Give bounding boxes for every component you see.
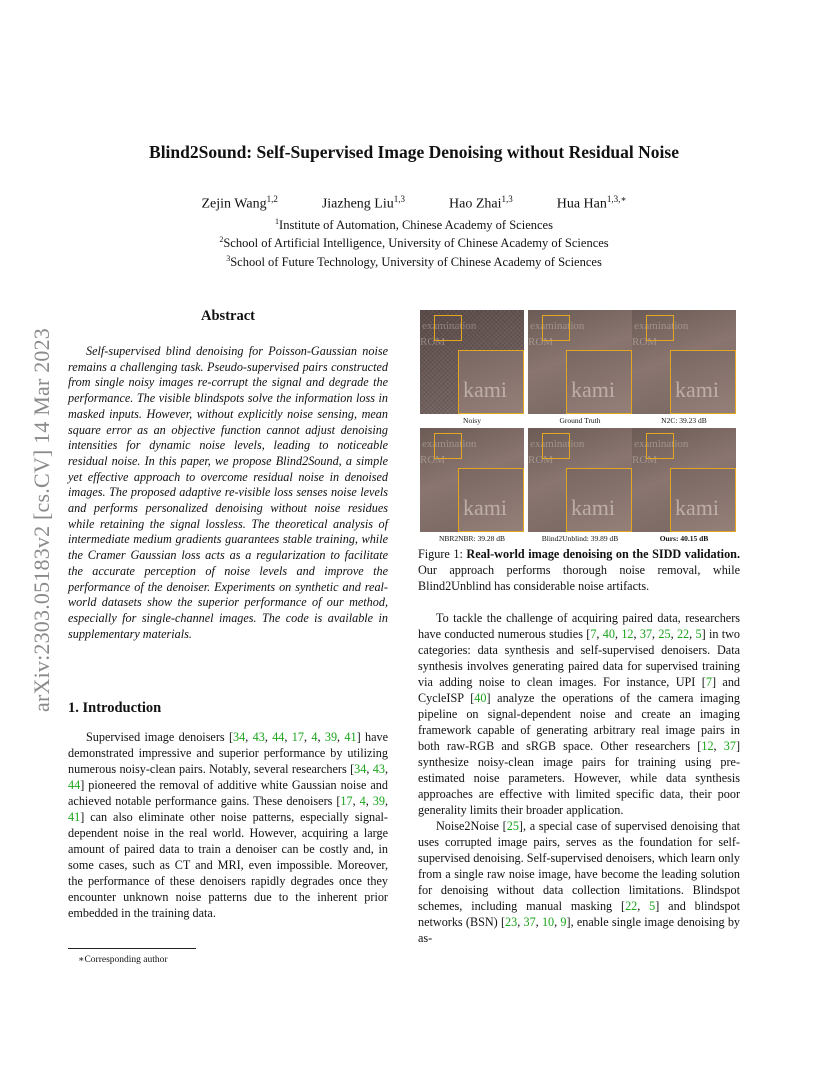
text-run: , xyxy=(384,794,389,808)
panel-label: Blind2Unblind: 39.89 dB xyxy=(541,534,619,543)
text-run: ], a special case of supervised denoising that uses corrupted image pairs, serves as the foundation for self-supervised denoising. Self-supervised denoisers, which learn only from a single raw noise image, have become the leading solution for denoising without data collection limitations. Blindspot schemes, including manual masking [ xyxy=(418,819,740,913)
panel-text: examination xyxy=(422,320,477,332)
figure-panel xyxy=(528,428,632,532)
author-affil-sup: 1,3 xyxy=(393,194,405,204)
panel-label: NBR2NBR: 39.28 dB xyxy=(438,534,506,543)
citation-link[interactable]: 25 xyxy=(506,819,519,833)
text-run: , xyxy=(337,730,345,744)
citation-link[interactable]: 12 xyxy=(621,627,634,641)
affiliation-1: $^1$Institute of Automation, Chinese Academy of Sciences xyxy=(275,217,553,233)
footnote: ∗Corresponding author xyxy=(78,955,168,965)
zoom-region-box xyxy=(646,315,674,341)
zoom-text: kami xyxy=(463,495,507,520)
figure-panel xyxy=(632,428,736,532)
panel-text: examination xyxy=(530,438,585,450)
panel-text: ROM xyxy=(632,454,658,466)
panel-text: examination xyxy=(634,438,689,450)
citation-link[interactable]: 5 xyxy=(649,899,656,913)
author-name: Hao Zhai xyxy=(449,196,502,212)
zoom-inset xyxy=(458,468,524,532)
zoom-inset xyxy=(566,468,632,532)
citation-link[interactable]: 10 xyxy=(541,915,555,929)
panel-text: ROM xyxy=(528,336,554,348)
panel-text: examination xyxy=(530,320,585,332)
caption-bold: Real-world image denoising on the SIDD validation. xyxy=(466,547,740,561)
citation-link[interactable]: 4 xyxy=(311,730,318,744)
zoom-text: kami xyxy=(571,495,615,520)
citation-link[interactable]: 37 xyxy=(523,915,536,929)
citation-link[interactable]: 43 xyxy=(252,730,265,744)
panel-text: ROM xyxy=(632,336,658,348)
citation-link[interactable]: 43 xyxy=(372,762,385,776)
text-run: , xyxy=(670,627,677,641)
zoom-region-box xyxy=(434,433,462,459)
citation-link[interactable]: 7 xyxy=(590,627,597,641)
citation-link[interactable]: 22 xyxy=(676,627,690,641)
citation-link[interactable]: 34 xyxy=(354,762,367,776)
text-run: , xyxy=(352,794,360,808)
zoom-region-box xyxy=(646,433,674,459)
citation-link[interactable]: 17 xyxy=(340,794,353,808)
zoom-text: kami xyxy=(675,495,719,520)
citation-link[interactable]: 37 xyxy=(639,627,653,641)
abstract-heading: Abstract xyxy=(201,308,255,324)
text-run: , xyxy=(264,730,273,744)
text-run: , xyxy=(614,627,622,641)
right-column-body xyxy=(418,610,740,946)
affiliation-3: $^3$School of Future Technology, University of Chinese Academy of Sciences xyxy=(226,254,602,270)
citation-link[interactable]: 44 xyxy=(68,778,81,792)
text-run: ] analyze the operations of the camera imaging pipeline on signal-dependent noise and create an imaging framework capable of generating arbitrary real image pairs in both raw-RGB and sRGB space. Other researchers [ xyxy=(418,691,740,753)
text-run: , xyxy=(652,627,659,641)
text-run: , xyxy=(284,730,292,744)
arxiv-stamp: arXiv:2303.05183v2 [cs.CV] 14 Mar 2023 xyxy=(29,328,54,712)
text-run: , xyxy=(517,915,524,929)
citation-link[interactable]: 44 xyxy=(272,730,285,744)
author-affil-sup: 1,3,∗ xyxy=(606,194,627,204)
author-affil-sup: 1,3 xyxy=(501,194,513,204)
abstract-body: Self-supervised blind denoising for Poisson-Gaussian noise remains a challenging task. Pseudo-supervised pairs constructed from single noisy images re-corrupt the signal and degrade the performance. The visible blindspots solve the information loss in masked inputs. However, without explicitly noise sensing, mean square error as an objective function cannot adjust denoising intensities for dynamic noise levels, leading to noticeable residual noise. In this paper, we propose Blind2Sound, a simple yet effective approach to overcome residual noise in denoised images. The proposed adaptive re-visible loss senses noise levels and performs personalized denoising without noise residues while retaining the signal lossless. The theoretical analysis of intermediate medium gradients guarantees stable training, while the Cramer Gaussian loss acts as a regularization to facilitate the accurate perception of noise levels and improve the performance of the denoiser. Experiments on synthetic and real-world datasets show the superior performance of our method, especially for single-channel images. The code is available in supplementary materials. xyxy=(68,344,388,641)
author-3 xyxy=(449,194,513,213)
text-run: ] can also eliminate other noise patterns, especially signal-dependent noise in the real world. However, acquiring a large amount of paired data to train a denoiser can be costly and, in some cases, such as CT and MRI, even impossible. Moreover, the performance of these denoisers rapidly degrades once they encounter unknown noise patterns due to the inherent prior embedded in the training data. xyxy=(68,810,388,920)
zoom-inset xyxy=(670,468,736,532)
panel-label: Ours: 40.15 dB xyxy=(659,534,709,543)
panel-label: Noisy xyxy=(463,416,481,425)
author-list xyxy=(0,194,828,213)
text-run: To tackle the challenge of acquiring paired data, researchers have conducted numerous studies [ xyxy=(418,611,740,641)
citation-link[interactable]: 12 xyxy=(701,739,714,753)
citation-link[interactable]: 23 xyxy=(505,915,518,929)
figure-caption xyxy=(418,546,740,594)
text-run: , xyxy=(637,899,650,913)
right-paragraph-2 xyxy=(418,818,740,946)
text-run: , xyxy=(596,627,603,641)
zoom-region-box xyxy=(434,315,462,341)
citation-link[interactable]: 39 xyxy=(324,730,338,744)
footnote-rule xyxy=(68,948,196,949)
citation-link[interactable]: 40 xyxy=(474,691,487,705)
citation-link[interactable]: 39 xyxy=(372,794,385,808)
citation-link[interactable]: 37 xyxy=(723,739,736,753)
text-run: , xyxy=(535,915,542,929)
author-1 xyxy=(201,194,277,213)
text-run: , xyxy=(317,730,325,744)
text-run: ] and CycleISP [ xyxy=(418,675,741,705)
text-run: , xyxy=(384,762,389,776)
figure-panel xyxy=(420,310,524,414)
text-run: Supervised image denoisers [ xyxy=(86,730,234,744)
author-name: Jiazheng Liu xyxy=(321,196,394,212)
text-run: ] have demonstrated impressive and superior performance by utilizing numerous noisy-clean pairs. Notably, several researchers [ xyxy=(68,730,389,776)
text-run: ], enable single image denoising by as- xyxy=(418,915,741,945)
figure-panel xyxy=(632,310,736,414)
citation-link[interactable]: 4 xyxy=(359,794,366,808)
text-run: , xyxy=(303,730,312,744)
zoom-inset xyxy=(670,350,736,414)
zoom-region-box xyxy=(542,315,570,341)
paper-title: Blind2Sound: Self-Supervised Image Denoising without Residual Noise xyxy=(149,142,679,162)
right-paragraph-1 xyxy=(418,610,740,818)
text-run: , xyxy=(365,794,373,808)
figure-panel xyxy=(420,428,524,532)
panel-text: ROM xyxy=(528,454,554,466)
citation-link[interactable]: 40 xyxy=(602,627,615,641)
citation-link[interactable]: 25 xyxy=(658,627,671,641)
author-affil-sup: 1,2 xyxy=(266,194,278,204)
zoom-text: kami xyxy=(571,377,615,402)
figure-panel xyxy=(528,310,632,414)
text-run: , xyxy=(554,915,561,929)
text-run: , xyxy=(633,627,640,641)
text-run: , xyxy=(245,730,253,744)
panel-label: Ground Truth xyxy=(559,416,601,425)
text-run: ] in two categories: data synthesis and self-supervised denoisers. Data synthesis involves generating paired data for supervised training via adding noise to clean images. For instance, UPI [ xyxy=(418,627,741,689)
text-run: , xyxy=(689,627,696,641)
citation-link[interactable]: 9 xyxy=(560,915,567,929)
text-run: ] synthesize noisy-clean image pairs for training using pre-estimated noise parameters. However, while data synthesis approaches are effective with limited specific data, their poor generality limits their broader application. xyxy=(418,739,740,817)
zoom-region-box xyxy=(542,433,570,459)
text-run: , xyxy=(713,739,724,753)
citation-link[interactable]: 41 xyxy=(68,810,81,824)
citation-link[interactable]: 34 xyxy=(233,730,246,744)
panel-label: N2C: 39.23 dB xyxy=(661,416,707,425)
section-heading-introduction: 1. Introduction xyxy=(68,700,162,716)
citation-link[interactable]: 5 xyxy=(695,627,702,641)
zoom-text: kami xyxy=(463,377,507,402)
author-2 xyxy=(322,194,405,213)
citation-link[interactable]: 41 xyxy=(344,730,357,744)
author-name: Hua Han xyxy=(556,196,607,212)
panel-text: examination xyxy=(422,438,477,450)
panel-text: ROM xyxy=(420,336,446,348)
author-name: Zejin Wang xyxy=(201,196,267,212)
text-run: Noise2Noise [ xyxy=(436,819,507,833)
citation-link[interactable]: 22 xyxy=(625,899,638,913)
citation-link[interactable]: 7 xyxy=(705,675,712,689)
intro-paragraph xyxy=(68,729,388,921)
panel-text: ROM xyxy=(420,454,446,466)
zoom-text: kami xyxy=(675,377,719,402)
figure-1 xyxy=(420,310,740,543)
zoom-inset xyxy=(458,350,524,414)
text-run: ] pioneered the removal of additive white Gaussian noise and achieved notable performance gains. These denoisers [ xyxy=(68,778,388,808)
citation-link[interactable]: 17 xyxy=(291,730,304,744)
text-run: ] and blindspot networks (BSN) [ xyxy=(418,899,741,929)
affiliation-2: $^2$School of Artificial Intelligence, University of Chinese Academy of Sciences xyxy=(219,235,609,251)
introduction-body xyxy=(68,729,388,921)
zoom-inset xyxy=(566,350,632,414)
caption-label: Figure 1: xyxy=(418,547,463,561)
panel-text: examination xyxy=(634,320,689,332)
text-run: , xyxy=(366,762,373,776)
caption-rest: Our approach performs thorough noise removal, while Blind2Unblind has considerable noise artifacts. xyxy=(418,563,740,593)
author-4 xyxy=(557,194,627,213)
